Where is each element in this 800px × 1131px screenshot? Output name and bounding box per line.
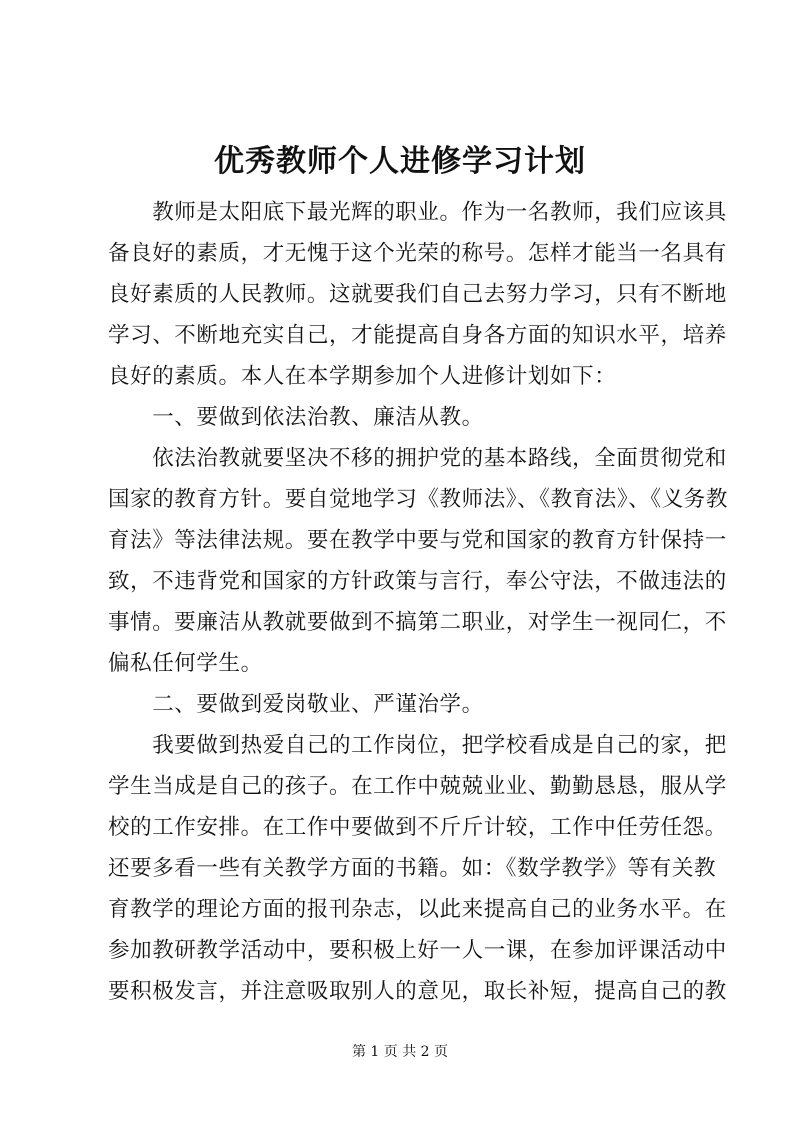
body-line: 依法治教就要坚决不移的拥护党的基本路线，全面贯彻党和: [108, 446, 727, 471]
document-title: 优秀教师个人进修学习计划: [214, 144, 586, 179]
body-line: 良好素质的人民教师。这就要我们自己去努力学习，只有不断地: [108, 282, 727, 307]
page-number-footer: 第 1 页 共 2 页: [351, 1044, 449, 1060]
section-heading: 二、要做到爱岗敬业、严谨治学。: [108, 692, 484, 717]
body-line: 我要做到热爱自己的工作岗位，把学校看成是自己的家，把: [108, 733, 727, 758]
body-line: 致，不违背党和国家的方针政策与言行，奉公守法，不做违法的: [108, 569, 727, 594]
body-line: 还要多看一些有关教学方面的书籍。如：《数学教学》等有关教: [108, 856, 717, 881]
body-line: 教师是太阳底下最光辉的职业。作为一名教师，我们应该具: [108, 200, 727, 225]
body-line: 育教学的理论方面的报刊杂志，以此来提高自己的业务水平。在: [108, 897, 727, 922]
body-line: 良好的素质。本人在本学期参加个人进修计划如下：: [108, 364, 617, 389]
body-line: 偏私任何学生。: [108, 651, 263, 676]
body-line: 校的工作安排。在工作中要做到不斤斤计较，工作中任劳任怨。: [108, 815, 727, 840]
body-line: 学习、不断地充实自己，才能提高自身各方面的知识水平，培养: [108, 323, 727, 348]
body-line: 参加教研教学活动中，要积极上好一人一课，在参加评课活动中: [108, 938, 727, 963]
body-line: 国家的教育方针。要自觉地学习《教师法》、《教育法》、《义务教: [108, 487, 729, 512]
body-line: 要积极发言，并注意吸取别人的意见，取长补短，提高自己的教: [108, 979, 727, 1004]
body-line: 备良好的素质，才无愧于这个光荣的称号。怎样才能当一名具有: [108, 241, 727, 266]
body-line: 育法》等法律法规。要在教学中要与党和国家的教育方针保持一: [108, 528, 727, 553]
body-line: 事情。要廉洁从教就要做到不搞第二职业，对学生一视同仁，不: [108, 610, 727, 635]
body-line: 学生当成是自己的孩子。在工作中兢兢业业、勤勤恳恳，服从学: [108, 774, 727, 799]
section-heading: 一、要做到依法治教、廉洁从教。: [108, 405, 484, 430]
